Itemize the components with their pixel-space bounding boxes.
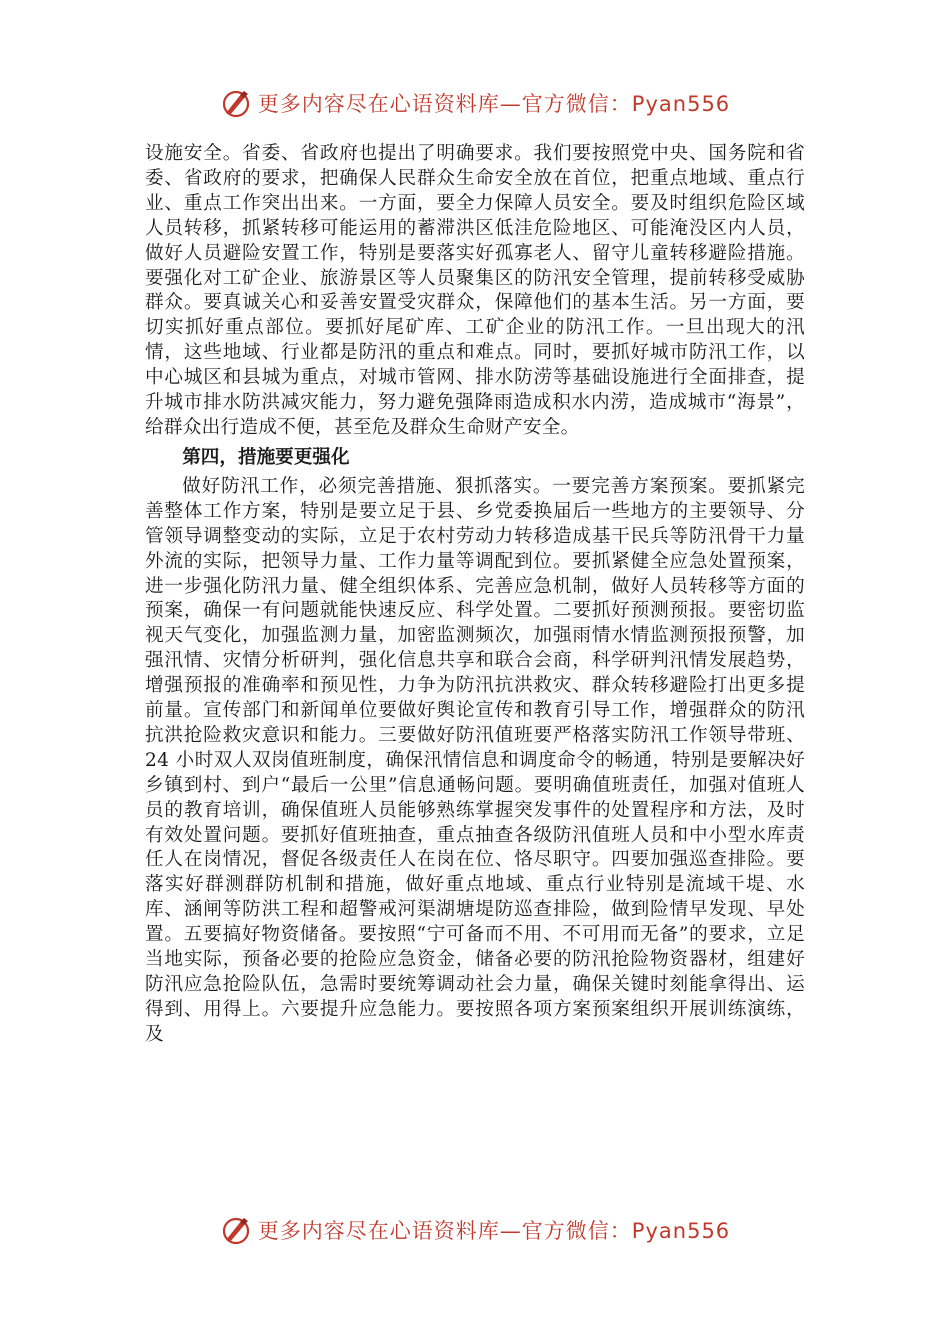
watermark-text: 更多内容尽在心语资料库—官方微信：Pyan556 — [257, 1219, 731, 1243]
section-heading: 第四，措施要更强化 — [182, 446, 350, 468]
paragraph: 做好防汛工作，必须完善措施、狠抓落实。一要完善方案预案。要抓紧完善整体工作方案，特别是要立足于县、乡党委换届后一些地方的主要领导、分管领导调整变动的实际，立足于农村劳动力转移造成基干民兵等防汛骨干力量外流的实际，把领导力量、工作力量等调配到位。要抓紧健全应急处置预案，进一步强化防汛力量、健全组织体系、完善应急机制，做好人员转移等方面的预案，确保一有问题就能快速反应、科学处置。二要抓好预测预报。要密切监视天气变化，加强监测力量，加密监测频次，加强雨情水情监测预报预警，加强汛情、灾情分析研判，强化信息共享和联合会商，科学研判汛情发展趋势，增强预报的准确率和预见性，力争为防汛抗洪救灾、群众转移避险打出更多提前量。宣传部门和新闻单位要做好舆论宣传和教育引导工作，增强群众的防汛抗洪抢险救灾意识和能力。三要做好防汛值班要严格落实防汛工作领导带班、24 小时双人双岗值班制度，确保汛情信息和调度命令的畅通，特别是要解决好乡镇到村、到户“最后一公里”信息通畅问题。要明确值班责任，加强对值班人员的教育培训，确保值班人员能够熟练掌握突发事件的处置程序和方法，及时有效处置问题。要抓好值班抽查，重点抽查各级防汛值班人员和中小型水库责任人在岗情况，督促各级责任人在岗在位、恪尽职守。四要加强巡查排险。要落实好群测群防机制和措施，做好重点地域、重点行业特别是流域干堤、水库、涵闸等防洪工程和超警戒河渠湖塘堤防巡查排险，做到险情早发现、早处置。五要搞好物资储备。要按照“宁可备而不用、不可用而无备”的要求，立足当地实际，预备必要的抢险应急资金，储备必要的防汛抢险物资器材，组建好防汛应急抢险队伍，急需时要统筹调动社会力量，确保关键时刻能拿得出、运得到、用得上。六要提升应急能力。要按照各项方案预案组织开展训练演练，及 — [145, 475, 805, 1045]
pen-logo-icon — [220, 1214, 252, 1246]
paragraph: 设施安全。省委、省政府也提出了明确要求。我们要按照党中央、国务院和省委、省政府的要求，把确保人民群众生命安全放在首位，把重点地域、重点行业、重点工作突出出来。一方面，要全力保障人员安全。要及时组织危险区域人员转移，抓紧转移可能运用的蓄滞洪区低洼危险地区、可能淹没区内人员，做好人员避险安置工作，特别是要落实好孤寡老人、留守儿童转移避险措施。要强化对工矿企业、旅游景区等人员聚集区的防汛安全管理，提前转移受威胁群众。要真诚关心和妥善安置受灾群众，保障他们的基本生活。另一方面，要切实抓好重点部位。要抓好尾矿库、工矿企业的防汛工作。一旦出现大的汛情，这些地域、行业都是防汛的重点和难点。同时，要抓好城市防汛工作，以中心城区和县城为重点，对城市管网、排水防涝等基础设施进行全面排查，提升城市排水防洪减灾能力，努力避免强降雨造成积水内涝，造成城市“海景”，给群众出行造成不便，甚至危及群众生命财产安全。 — [145, 143, 805, 438]
watermark-banner-bottom — [0, 1210, 950, 1250]
watermark-banner-top — [0, 83, 950, 123]
document-body — [145, 142, 805, 1048]
watermark-text: 更多内容尽在心语资料库—官方微信：Pyan556 — [257, 92, 731, 116]
pen-logo-icon — [220, 87, 252, 119]
